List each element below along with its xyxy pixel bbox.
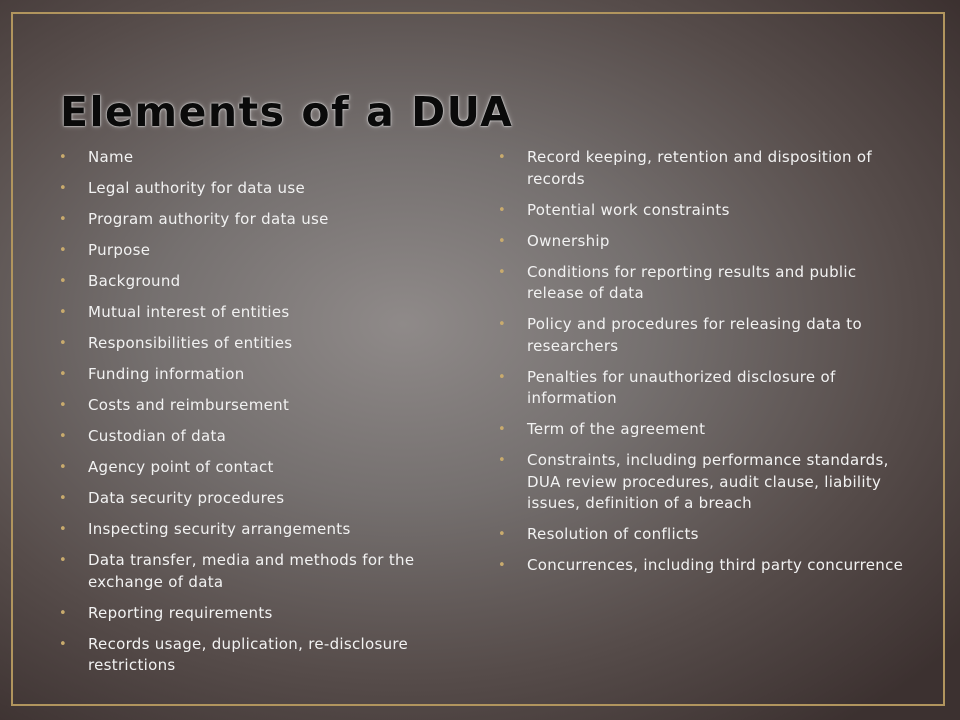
slide-title: Elements of a DUA — [60, 88, 514, 136]
bullet-icon: • — [498, 202, 506, 218]
bullet-icon: • — [498, 527, 506, 542]
bullet-icon: • — [59, 181, 67, 196]
list-item — [59, 333, 459, 355]
list-item-text: Responsibilities of entities — [88, 334, 293, 352]
bullet-icon: • — [498, 453, 506, 468]
list-item — [498, 367, 918, 410]
bullet-icon: • — [498, 264, 506, 280]
list-item-text: Policy and procedures for releasing data to researchers — [527, 315, 862, 355]
right-bullet-list — [498, 147, 918, 586]
list-item-text: Ownership — [527, 231, 610, 250]
list-item-text: Legal authority for data use — [88, 179, 305, 197]
bullet-icon: • — [59, 336, 67, 351]
bullet-icon: • — [59, 305, 67, 320]
list-item — [59, 271, 459, 293]
list-item-text: Record keeping, retention and disposition of records — [527, 148, 872, 188]
list-item-text: Background — [88, 272, 181, 290]
bullet-icon: • — [498, 317, 506, 332]
list-item-text: Agency point of contact — [88, 458, 274, 476]
list-item — [59, 603, 459, 625]
bullet-icon: • — [498, 150, 506, 165]
list-item — [59, 147, 459, 169]
bullet-icon: • — [59, 274, 67, 289]
bullet-icon: • — [59, 636, 67, 652]
list-item — [498, 200, 918, 222]
bullet-icon: • — [59, 429, 67, 444]
list-item — [59, 519, 459, 541]
list-item-text: Name — [88, 148, 134, 166]
list-item — [59, 488, 459, 510]
list-item — [498, 524, 918, 546]
list-item — [59, 395, 459, 417]
list-item-text: Custodian of data — [88, 427, 227, 445]
list-item — [498, 147, 918, 190]
bullet-icon: • — [59, 243, 67, 258]
list-item — [498, 450, 918, 515]
list-item — [59, 364, 459, 386]
list-item-text: Funding information — [88, 365, 245, 383]
bullet-icon: • — [59, 212, 67, 227]
left-bullet-list — [59, 147, 459, 686]
list-item — [59, 209, 459, 231]
bullet-icon: • — [59, 605, 67, 621]
list-item-text: Costs and reimbursement — [88, 396, 290, 414]
list-item — [59, 426, 459, 448]
list-item-text: Data security procedures — [88, 489, 285, 507]
list-item — [498, 555, 918, 577]
list-item-text: Inspecting security arrangements — [88, 520, 351, 538]
list-item-text: Penalties for unauthorized disclosure of information — [527, 367, 836, 407]
list-item-text: Conditions for reporting results and public release of data — [527, 262, 857, 302]
list-item-text: Concurrences, including third party concurrence — [527, 556, 904, 574]
list-item-text: Term of the agreement — [527, 420, 706, 438]
list-item — [59, 634, 459, 677]
list-item — [498, 419, 918, 441]
list-item — [59, 302, 459, 324]
list-item-text: Mutual interest of entities — [88, 303, 290, 321]
list-item — [59, 457, 459, 479]
bullet-icon: • — [59, 367, 67, 382]
bullet-icon: • — [498, 369, 506, 385]
bullet-icon: • — [498, 558, 506, 573]
list-item — [498, 262, 918, 305]
list-item — [59, 178, 459, 200]
bullet-icon: • — [59, 150, 67, 165]
bullet-icon: • — [498, 422, 506, 437]
list-item — [498, 314, 918, 357]
list-item-text: Reporting requirements — [88, 603, 273, 622]
list-item-text: Records usage, duplication, re-disclosure restrictions — [88, 634, 409, 674]
list-item-text: Potential work constraints — [527, 200, 730, 219]
list-item-text: Resolution of conflicts — [527, 525, 699, 543]
list-item-text: Program authority for data use — [88, 210, 329, 228]
bullet-icon: • — [59, 460, 67, 475]
list-item-text: Data transfer, media and methods for the exchange of data — [88, 551, 415, 591]
bullet-icon: • — [59, 398, 67, 413]
bullet-icon: • — [59, 553, 67, 568]
list-item — [498, 231, 918, 253]
list-item-text: Purpose — [88, 241, 151, 259]
bullet-icon: • — [59, 491, 67, 506]
list-item-text: Constraints, including performance standards, DUA review procedures, audit clause, liability issues, definition of a breach — [527, 451, 889, 512]
list-item — [59, 240, 459, 262]
list-item — [59, 550, 459, 593]
bullet-icon: • — [59, 522, 67, 537]
bullet-icon: • — [498, 233, 506, 249]
